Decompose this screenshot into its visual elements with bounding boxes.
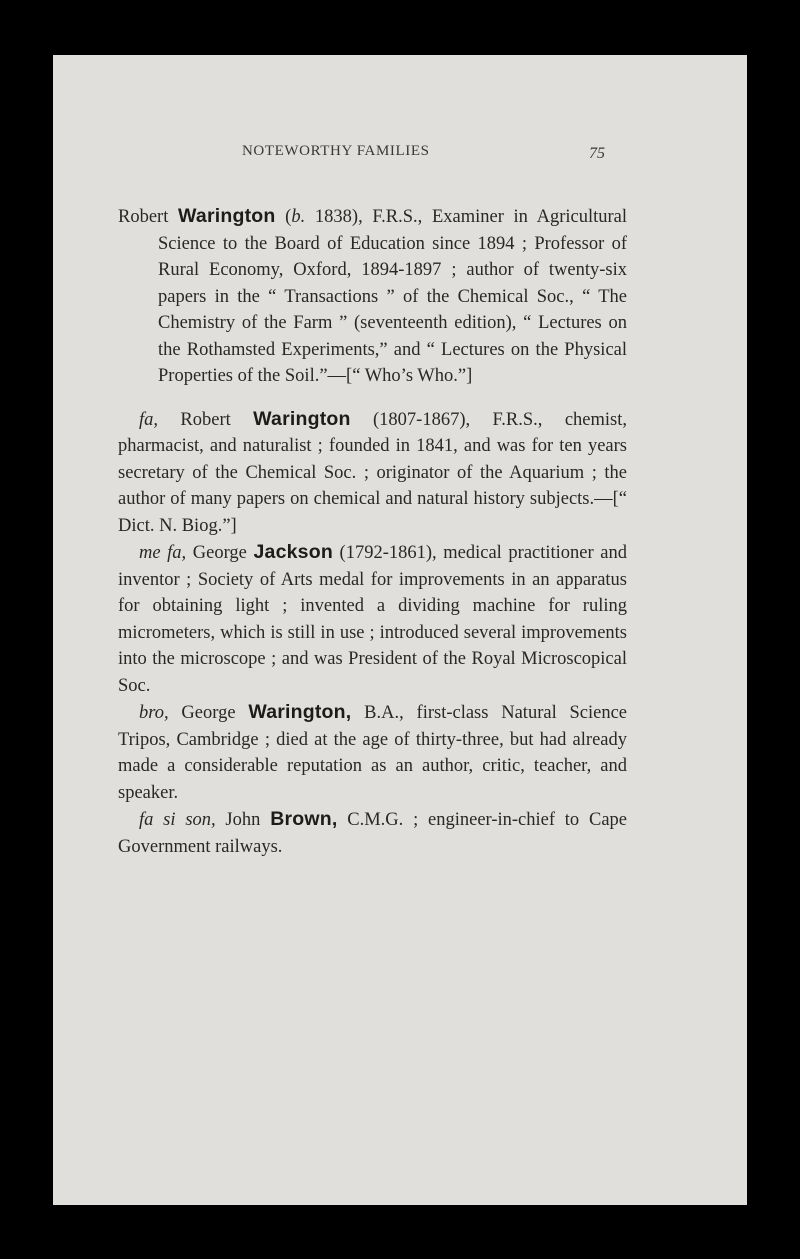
entry-surname: Warington — [178, 205, 276, 227]
running-head: NOTEWORTHY FAMILIES — [242, 143, 430, 159]
entry-surname: Warington, — [248, 701, 352, 723]
entry-born-open: ( — [275, 207, 292, 227]
entry-relation: fa si son, — [139, 810, 216, 830]
entry-given-name: Robert — [118, 207, 179, 227]
entry-given-name: John — [215, 810, 271, 830]
entry-john-brown — [118, 806, 627, 860]
entry-text: 1838), F.R.S., Examiner in Agricultural Science to the Board of Education since 1894 ; Professor of Rural Economy, Oxford, 1894-1897 ; author of twenty-six papers in the “ Transactions ” of the Chemical Soc., “ The Chemistry of the Farm ” (seventeenth edition), “ Lectures on the Rothamsted Experiments,” and “ Lectures on the Physical Properties of the Soil.”—[“ Who’s Who.”] — [158, 207, 627, 386]
entry-relation: fa, — [139, 409, 159, 430]
entry-robert-warington-father — [118, 406, 627, 540]
entry-george-jackson — [118, 539, 627, 699]
entry-surname: Warington — [253, 407, 351, 430]
entry-relation: bro, — [139, 703, 169, 723]
entries — [118, 203, 627, 860]
entry-given-name: Robert — [158, 409, 254, 430]
entry-robert-warington-junior — [118, 203, 627, 390]
entry-given-name: George — [186, 543, 254, 563]
entry-surname: Jackson — [253, 541, 333, 563]
entry-given-name: George — [168, 703, 249, 723]
entry-relation: me fa, — [139, 543, 187, 563]
entry-born-abbrev: b. — [291, 207, 306, 227]
entry-text: B.A., first-class Natural Science Tripos, Cambridge ; died at the age of thirty-three, but had already made a considerable reputation as an author, critic, teacher, and speaker. — [118, 703, 628, 803]
book-page — [53, 55, 747, 1205]
entry-george-warington — [118, 699, 627, 806]
entry-text: C.M.G. ; engineer-in-chief to Cape Government railways. — [118, 810, 627, 857]
entry-surname: Brown, — [270, 808, 338, 830]
entry-text: (1792-1861), medical practitioner and inventor ; Society of Arts medal for improvements in an apparatus for obtaining light ; invented a dividing machine for ruling micrometers, which is still in use ; introduced several improvements into the microscope ; and was President of the Royal Microscopical Soc. — [118, 543, 627, 696]
page-number: 75 — [589, 145, 605, 162]
entry-text: (1807-1867), F.R.S., chemist, pharmacist, and naturalist ; founded in 1841, and was for ten years secretary of the Chemical Soc. ; originator of the Aquarium ; the author of many papers on chemical and natural history subjects.—[“ Dict. N. Biog.”] — [118, 409, 627, 536]
